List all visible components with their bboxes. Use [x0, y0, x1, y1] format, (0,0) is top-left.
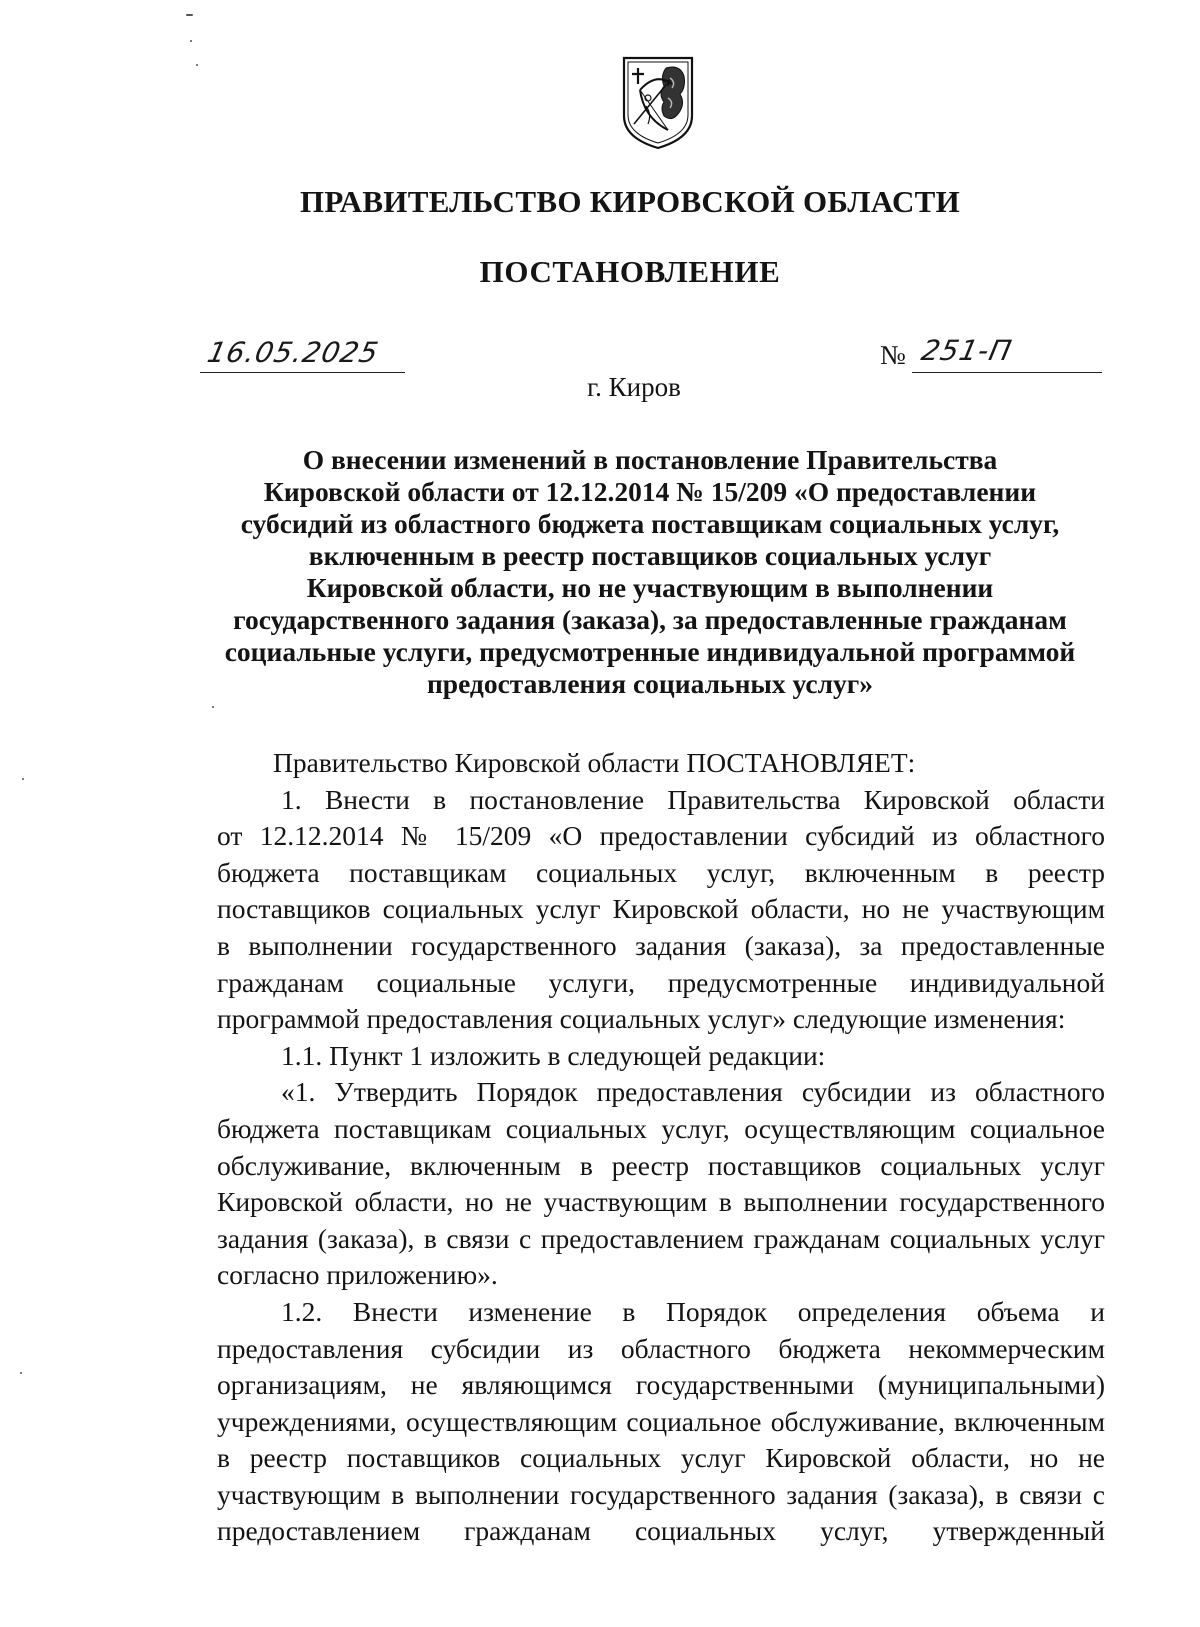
scan-speck: [22, 778, 24, 780]
subject-line: Кировской области от 12.12.2014 № 15/209 «О предоставлении: [263, 476, 1037, 507]
number-field: [912, 336, 1102, 373]
body-line: 1.2. Внести изменение в Порядок определения объема и: [281, 1295, 1105, 1327]
subject-line: О внесении изменений в постановление Правительства: [302, 444, 998, 475]
subject-line: субсидий из областного бюджета поставщикам социальных услуг,: [240, 508, 1060, 539]
kirov-region-coat-of-arms-icon: [620, 54, 696, 150]
body-line: от 12.12.2014 № 15/209 «О предоставлении субсидий из областного: [217, 820, 1105, 852]
number-handwritten: 251-П: [918, 334, 1016, 367]
document-type-heading: ПОСТАНОВЛЕНИЕ: [479, 254, 781, 289]
body-line: согласно приложению».: [217, 1259, 498, 1291]
body-line: программой предоставления социальных услуг» следующие изменения:: [217, 1003, 1066, 1035]
body-line: участвующим в выполнении государственного задания (заказа), в связи с: [217, 1478, 1105, 1510]
scan-speck: [20, 1372, 22, 1374]
body-line: задания (заказа), в связи с предоставлением гражданам социальных услуг: [217, 1222, 1105, 1254]
government-title: ПРАВИТЕЛЬСТВО КИРОВСКОЙ ОБЛАСТИ: [299, 184, 961, 219]
body-line: бюджета поставщикам социальных услуг, включенным в реестр: [217, 856, 1105, 888]
subject-heading: [200, 444, 1100, 700]
resolution-body: [217, 745, 1105, 1550]
body-line: поставщиков социальных услуг Кировской области, но не участвующим: [217, 893, 1105, 925]
subject-line: предоставления социальных услуг»: [426, 668, 874, 699]
scan-speck: [196, 64, 198, 66]
body-line: в реестр поставщиков социальных услуг Кировской области, но не: [217, 1442, 1105, 1474]
subject-line: Кировской области, но не участвующим в выполнении: [306, 572, 994, 603]
body-line: гражданам социальные услуги, предусмотренные индивидуальной: [217, 966, 1105, 998]
date-field: [200, 336, 405, 373]
body-line: в выполнении государственного задания (заказа), за предоставленные: [217, 929, 1105, 961]
preamble: Правительство Кировской области ПОСТАНОВЛЯЕТ:: [273, 747, 916, 778]
body-line: 1.1. Пункт 1 изложить в следующей редакции:: [281, 1039, 826, 1071]
subject-line: включенным в реестр поставщиков социальных услуг: [308, 540, 992, 571]
scan-speck: [190, 40, 192, 42]
city-line: г. Киров: [587, 372, 681, 402]
subject-line: социальные услуги, предусмотренные индивидуальной программой: [224, 636, 1076, 667]
date-handwritten: 16.05.2025: [204, 336, 382, 369]
body-line: обслуживание, включенным в реестр поставщиков социальных услуг: [217, 1149, 1105, 1181]
body-line: 1. Внести в постановление Правительства Кировской области: [281, 783, 1105, 815]
scan-speck: [186, 14, 193, 16]
subject-line: государственного задания (заказа), за предоставленные гражданам: [233, 604, 1067, 635]
body-line: учреждениями, осуществляющим социальное обслуживание, включенным: [217, 1405, 1105, 1437]
body-line: предоставлением гражданам социальных услуг, утвержденный: [217, 1515, 1105, 1547]
number-label: №: [880, 340, 906, 370]
scan-speck: [212, 706, 214, 708]
body-line: организациям, не являющимся государственными (муниципальными): [217, 1369, 1105, 1401]
body-line: Кировской области, но не участвующим в выполнении государственного: [217, 1186, 1105, 1218]
body-line: «1. Утвердить Порядок предоставления субсидии из областного: [281, 1076, 1105, 1108]
body-line: бюджета поставщикам социальных услуг, осуществляющим социальное: [217, 1112, 1105, 1144]
body-line: предоставления субсидии из областного бюджета некоммерческим: [217, 1332, 1105, 1364]
